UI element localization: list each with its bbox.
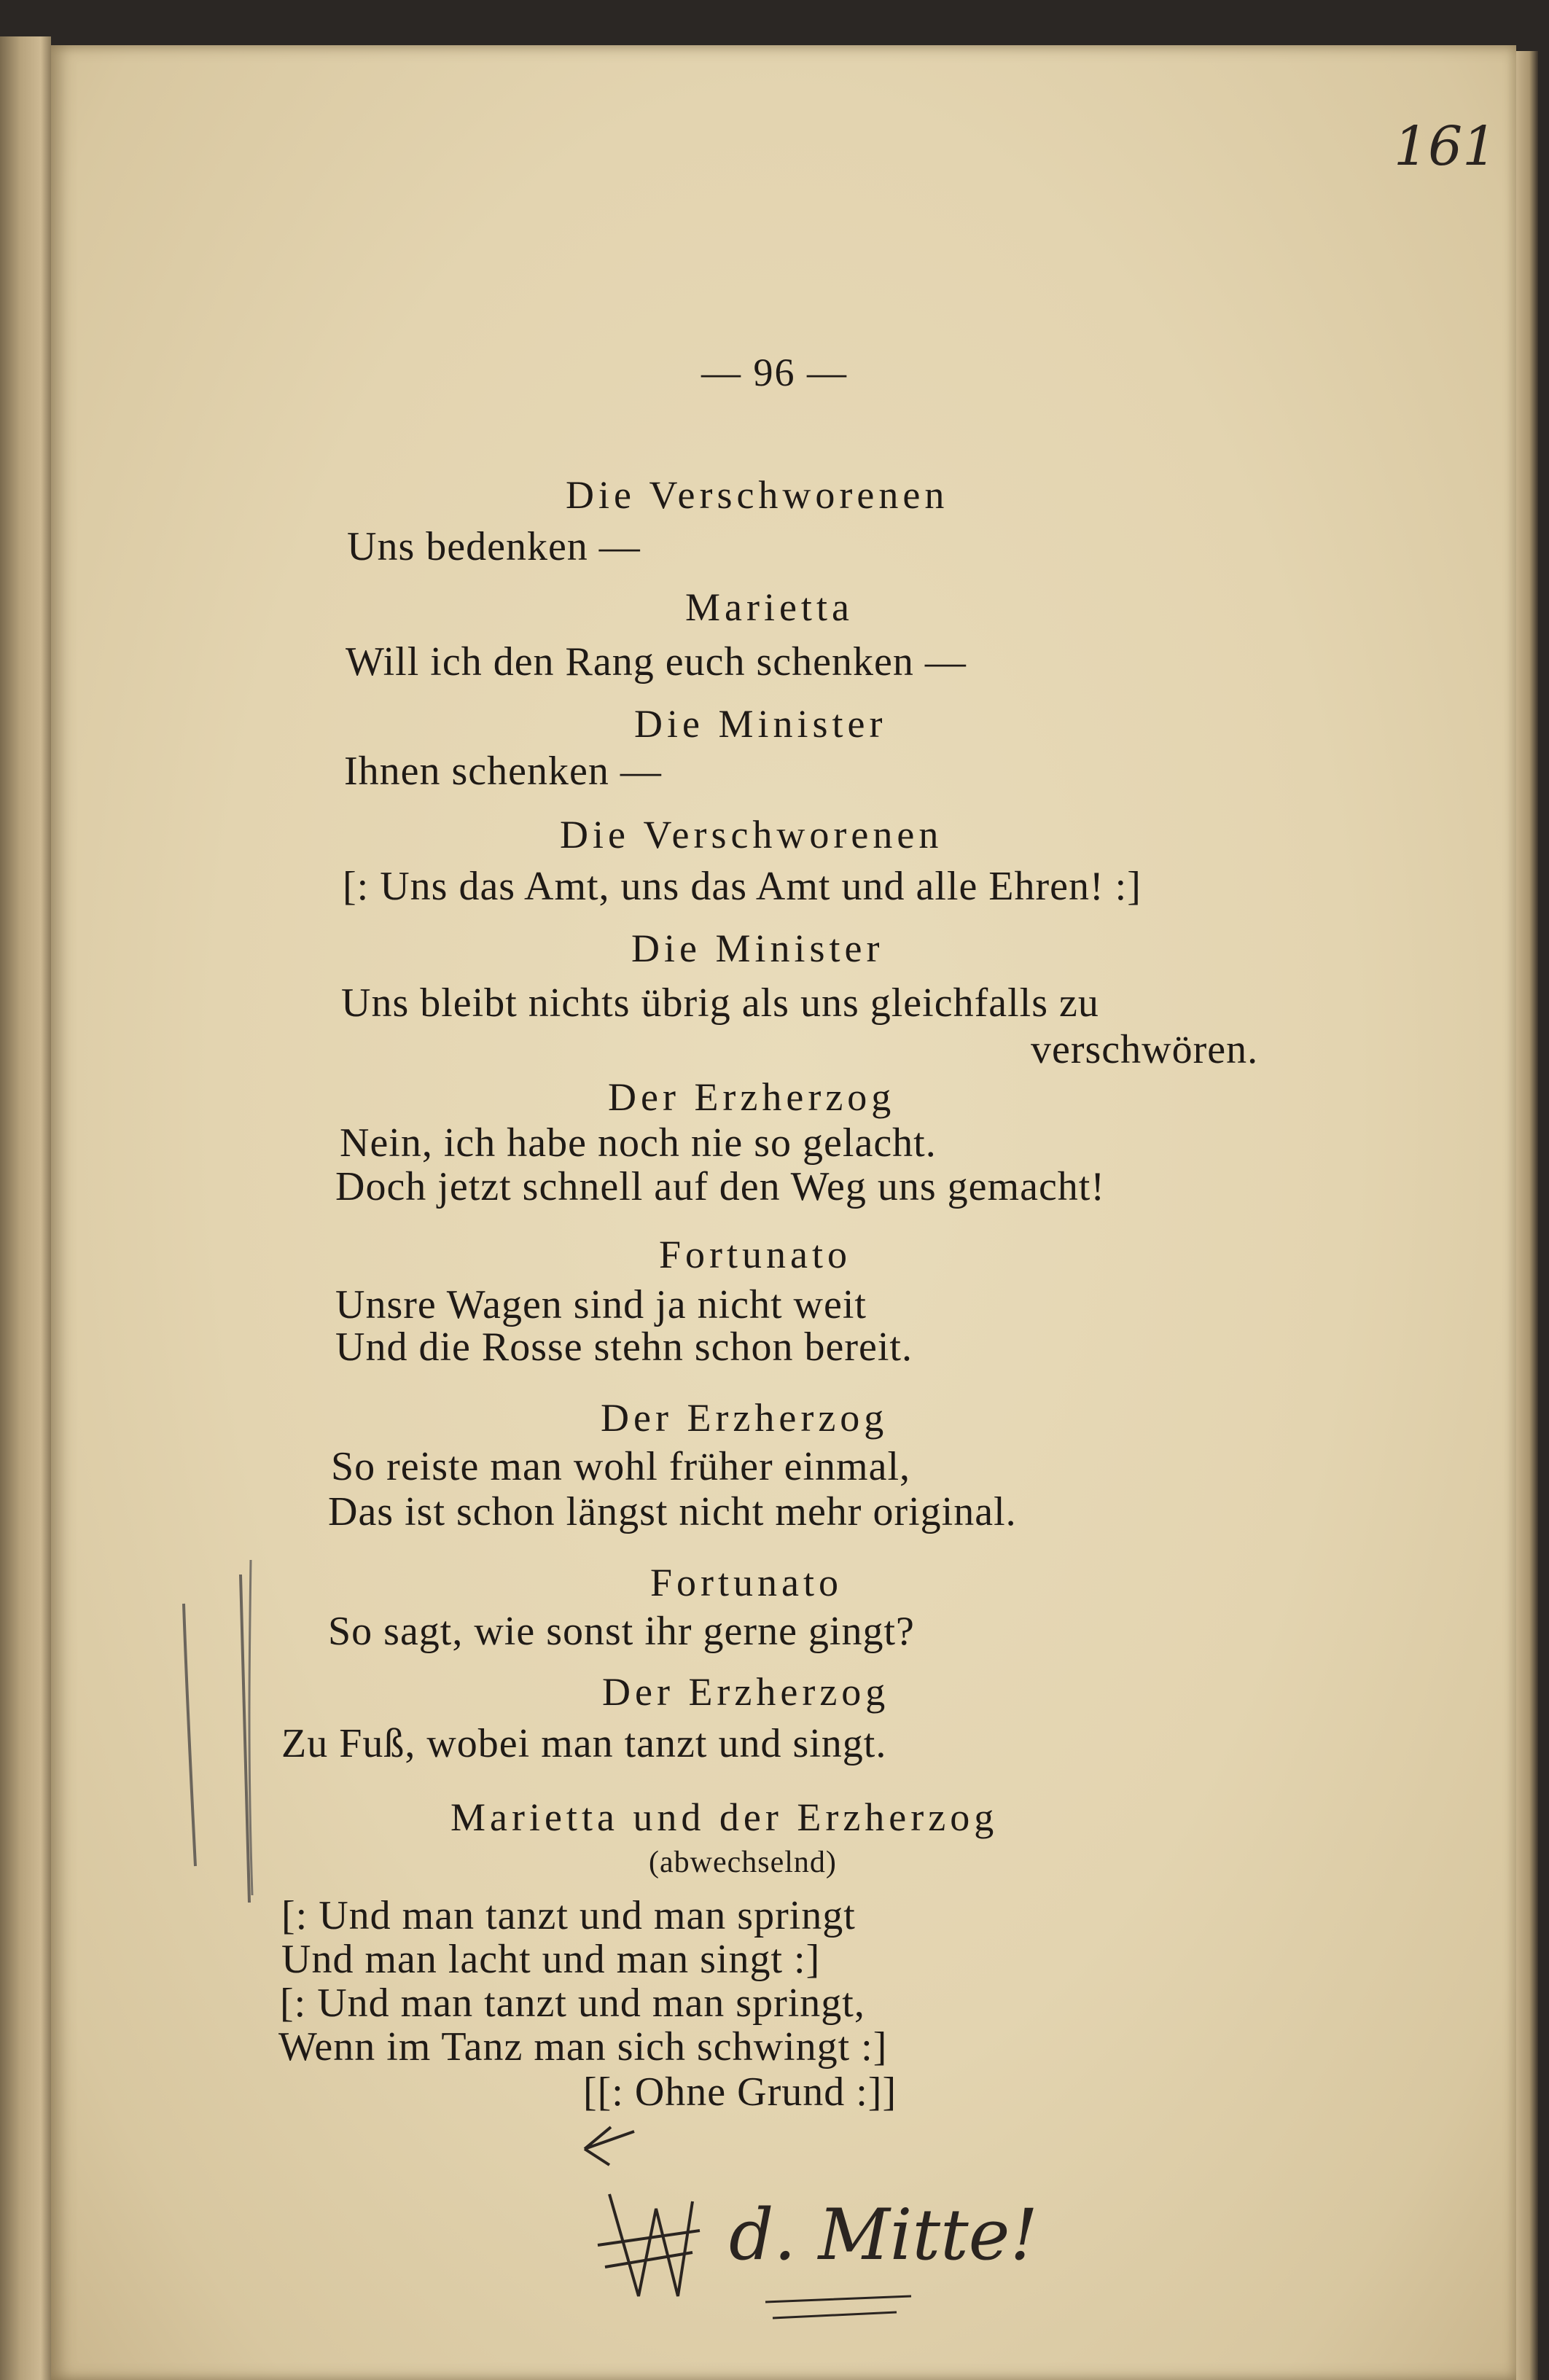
handwritten-note: d. Mitte! (729, 2194, 1039, 2276)
speaker-label: Die Minister (634, 702, 887, 746)
lyric-line: Nein, ich habe noch nie so gelacht. (340, 1120, 937, 1166)
lyric-line: Uns bedenken — (347, 524, 641, 569)
lyric-line: Will ich den Rang euch schenken — (346, 639, 967, 684)
lyric-line: So sagt, wie sonst ihr gerne gingt? (328, 1609, 915, 1654)
lyric-line: So reiste man wohl früher einmal, (331, 1444, 911, 1489)
speaker-label: Marietta (685, 585, 854, 629)
page-number: — 96 — (701, 351, 848, 394)
lyric-line: Wenn im Tanz man sich schwingt :] (278, 2024, 888, 2069)
speaker-label: Der Erzherzog (602, 1670, 890, 1714)
speaker-label: Die Verschworenen (560, 813, 943, 857)
lyric-line: Ihnen schenken — (344, 749, 662, 794)
stage-direction: (abwechselnd) (649, 1846, 837, 1879)
lyric-line: [: Uns das Amt, uns das Amt und alle Ehren! :] (343, 864, 1142, 909)
speaker-label: Der Erzherzog (608, 1075, 896, 1119)
speaker-label: Fortunato (650, 1561, 843, 1604)
archive-number: 161 (1394, 115, 1497, 178)
lyric-line: [[: Ohne Grund :]] (583, 2069, 897, 2115)
previous-page-edge (0, 36, 51, 2380)
lyric-line: Und man lacht und man singt :] (281, 1937, 821, 1982)
lyric-line: Und die Rosse stehn schon bereit. (335, 1324, 913, 1370)
speaker-label: Fortunato (659, 1233, 851, 1276)
speaker-label: Die Minister (631, 926, 884, 970)
page-stack-edge (1516, 51, 1538, 2380)
lyric-line: [: Und man tanzt und man springt (281, 1893, 856, 1938)
speaker-label: Der Erzherzog (601, 1396, 889, 1440)
lyric-line: Uns bleibt nichts übrig als uns gleichfalls zu (341, 980, 1099, 1026)
lyric-line: Doch jetzt schnell auf den Weg uns gemacht! (335, 1164, 1106, 1209)
lyric-line: verschwören. (1031, 1027, 1259, 1072)
speaker-label: Marietta und der Erzherzog (450, 1795, 999, 1839)
lyric-line: Zu Fuß, wobei man tanzt und singt. (281, 1721, 887, 1766)
speaker-label: Die Verschworenen (566, 473, 949, 517)
lyric-line: Das ist schon längst nicht mehr original. (328, 1489, 1017, 1534)
lyric-line: [: Und man tanzt und man springt, (280, 1981, 865, 2026)
lyric-line: Unsre Wagen sind ja nicht weit (335, 1282, 867, 1327)
